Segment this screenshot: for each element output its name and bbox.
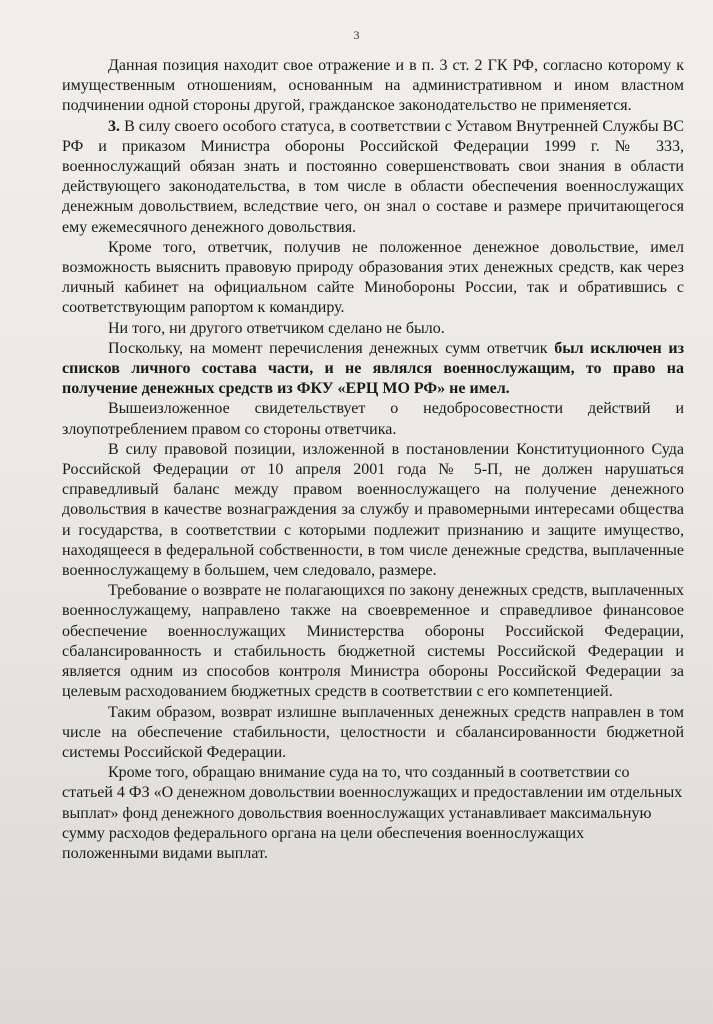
- paragraph-neither: Ни того, ни другого ответчиком сделано не было.: [108, 319, 445, 337]
- paragraph-thus: Таким образом, возврат излишне выплаченных денежных средств направлен в том числе на обеспечение стабильности, целостности и сбалансированности бюджетной системы Российской Федерации.: [62, 703, 684, 761]
- paragraph-position: Данная позиция находит свое отражение и в п. 3 ст. 2 ГК РФ, согласно которому к имущественным отношениям, основанным на административном и ином властном подчинении одной стороны другой, гражданское законодательство не применяется.: [62, 57, 684, 115]
- paragraph-bad-faith: Вышеизложенное свидетельствует о недобросовестности действий и злоупотреблением правом со стороны ответчика.: [62, 400, 684, 438]
- paragraph-moreover: Кроме того, ответчик, получив не положенное денежное довольствие, имел возможность выяснить правовую природу образования этих денежных средств, как через личный кабинет на официальном сайте Минобороны России, так и обратившись с соответствующим рапортом к командиру.: [62, 238, 684, 317]
- paragraph-requirement: Требование о возврате не полагающихся по закону денежных средств, выплаченных военнослужащему, направлено также на своевременное и справедливое финансовое обеспечение военнослужащих Министерства обороны Российской Федерации, сбалансированность и стабильность бюджетной системы Российской Федерации и является одним из способов контроля Министра обороны Российской Федерации за целевым расходованием бюджетных средств в соответствии с его компетенцией.: [62, 582, 684, 701]
- paragraph-fund: Кроме того, обращаю внимание суда на то, что созданный в соответствии со статьей 4 ФЗ «О денежном довольствии военнослужащих и предоставлении им отдельных выплат» фонд денежного довольствия военнослужащих устанавливает максимальную сумму расходов федерального органа на цели обеспечения военнослужащих положенными видами выплат.: [62, 764, 683, 862]
- paragraph-since: Поскольку, на момент перечисления денежных сумм ответчик был исключен из списков личного состава части, и не являлся военнослужащим, то право на получение денежных средств из ФКУ «ЕРЦ МО РФ» не имел.: [62, 339, 685, 398]
- paragraph-constitutional-court: В силу правовой позиции, изложенной в постановлении Конституционного Суда Российской Федерации от 10 апреля 2001 года № 5-П, не должен нарушаться справедливый баланс между правом военнослужащего на получение денежного довольствия в качестве вознаграждения за службу и правомерными интересами общества и государства, в соответствии с которыми подлежит признанию и защите имущество, находящееся в федеральной собственности, в том числе денежные средства, выплаченные военнослужащему в большем, чем следовало, размере.: [62, 440, 684, 580]
- bold-statement: был исключен из списков личного состава части, и не являлся военнослужащим, то право на получение денежных средств из ФКУ «ЕРЦ МО РФ» не имел.: [62, 339, 685, 398]
- page-number: 3: [353, 28, 360, 42]
- paragraph-status: 3. В силу своего особого статуса, в соответствии с Уставом Внутренней Службы ВС РФ и приказом Министра обороны Российской Федерации 1999 г. № 333, военнослужащий обязан знать и постоянно совершенствовать свои знания в области действующего законодательства, в том числе в области обеспечения военнослужащих денежным довольствием, вследствие чего, он знал о составе и размере причитающегося ему ежемесячного денежного довольствия.: [62, 117, 684, 236]
- document-body: [62, 56, 684, 864]
- item-number: 3.: [108, 117, 120, 135]
